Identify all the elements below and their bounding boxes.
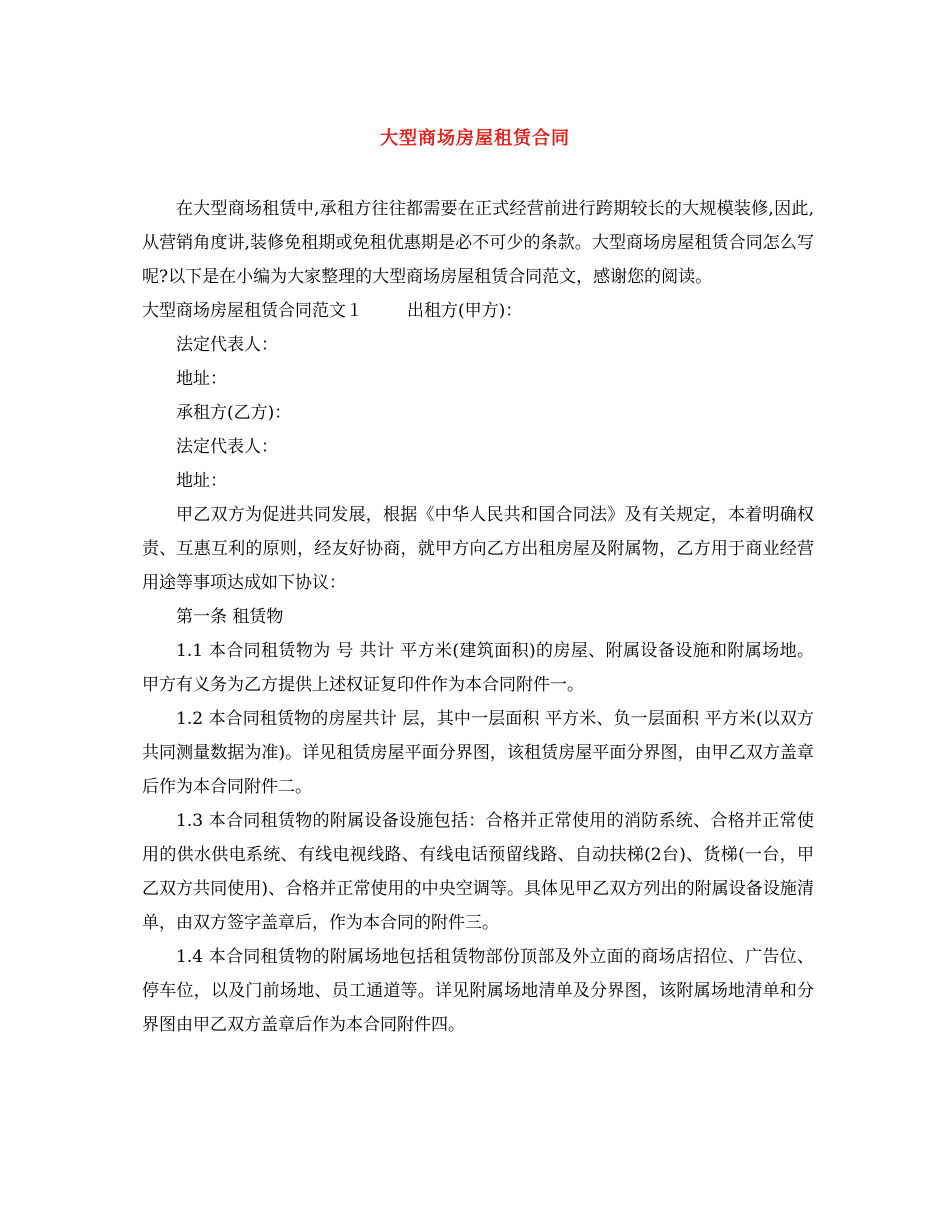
lessee-label: 承租方(乙方)： (176, 403, 292, 423)
clause-1-3: 1.3 本合同租赁物的附属设备设施包括：合格并正常使用的消防系统、合格并正常使用的供水供电系统、有线电视线路、有线电话预留线路、自动扶梯(2台)、货梯(一台，甲乙双方共同使用)、合格并正常使用的中央空调等。具体见甲乙双方列出的附属设备设施清单，由双方签字盖章后，作为本合同的附件三。 (142, 811, 814, 933)
document-body (142, 192, 814, 1042)
clause-1-1: 1.1 本合同租赁物为 号 共计 平方米(建筑面积)的房屋、附属设备设施和附属场地。甲方有义务为乙方提供上述权证复印件作为本合同附件一。 (142, 641, 814, 695)
clause-1-2: 1.2 本合同租赁物的房屋共计 层，其中一层面积 平方米、负一层面积 平方米(以双方共同测量数据为准)。详见租赁房屋平面分界图，该租赁房屋平面分界图，由甲乙双方盖章后作为本合同附件二。 (142, 709, 814, 797)
sample-heading-row (142, 294, 814, 328)
lessor-representative: 法定代表人： (176, 335, 278, 355)
intro-paragraph: 在大型商场租赁中,承租方往往都需要在正式经营前进行跨期较长的大规模装修,因此,从营销角度讲,装修免租期或免租优惠期是必不可少的条款。大型商场房屋租赁合同怎么写呢?以下是在小编为大家整理的大型商场房屋租赁合同范文，感谢您的阅读。 (142, 199, 814, 287)
lessee-representative: 法定代表人： (176, 437, 278, 457)
article-1-title: 第一条 租赁物 (176, 607, 284, 627)
lessor-label: 出租方(甲方)： (407, 301, 523, 321)
sample-heading: 大型商场房屋租赁合同范文１ (142, 301, 363, 321)
lessor-address: 地址： (176, 369, 227, 389)
lessee-address: 地址： (176, 471, 227, 491)
clause-1-4: 1.4 本合同租赁物的附属场地包括租赁物部份顶部及外立面的商场店招位、广告位、停车位，以及门前场地、员工通道等。详见附属场地清单及分界图，该附属场地清单和分界图由甲乙双方盖章后作为本合同附件四。 (142, 947, 814, 1035)
preamble-paragraph: 甲乙双方为促进共同发展，根据《中华人民共和国合同法》及有关规定，本着明确权责、互惠互利的原则，经友好协商，就甲方向乙方出租房屋及附属物，乙方用于商业经营用途等事项达成如下协议： (142, 505, 814, 593)
document-title: 大型商场房屋租赁合同 (380, 128, 570, 149)
